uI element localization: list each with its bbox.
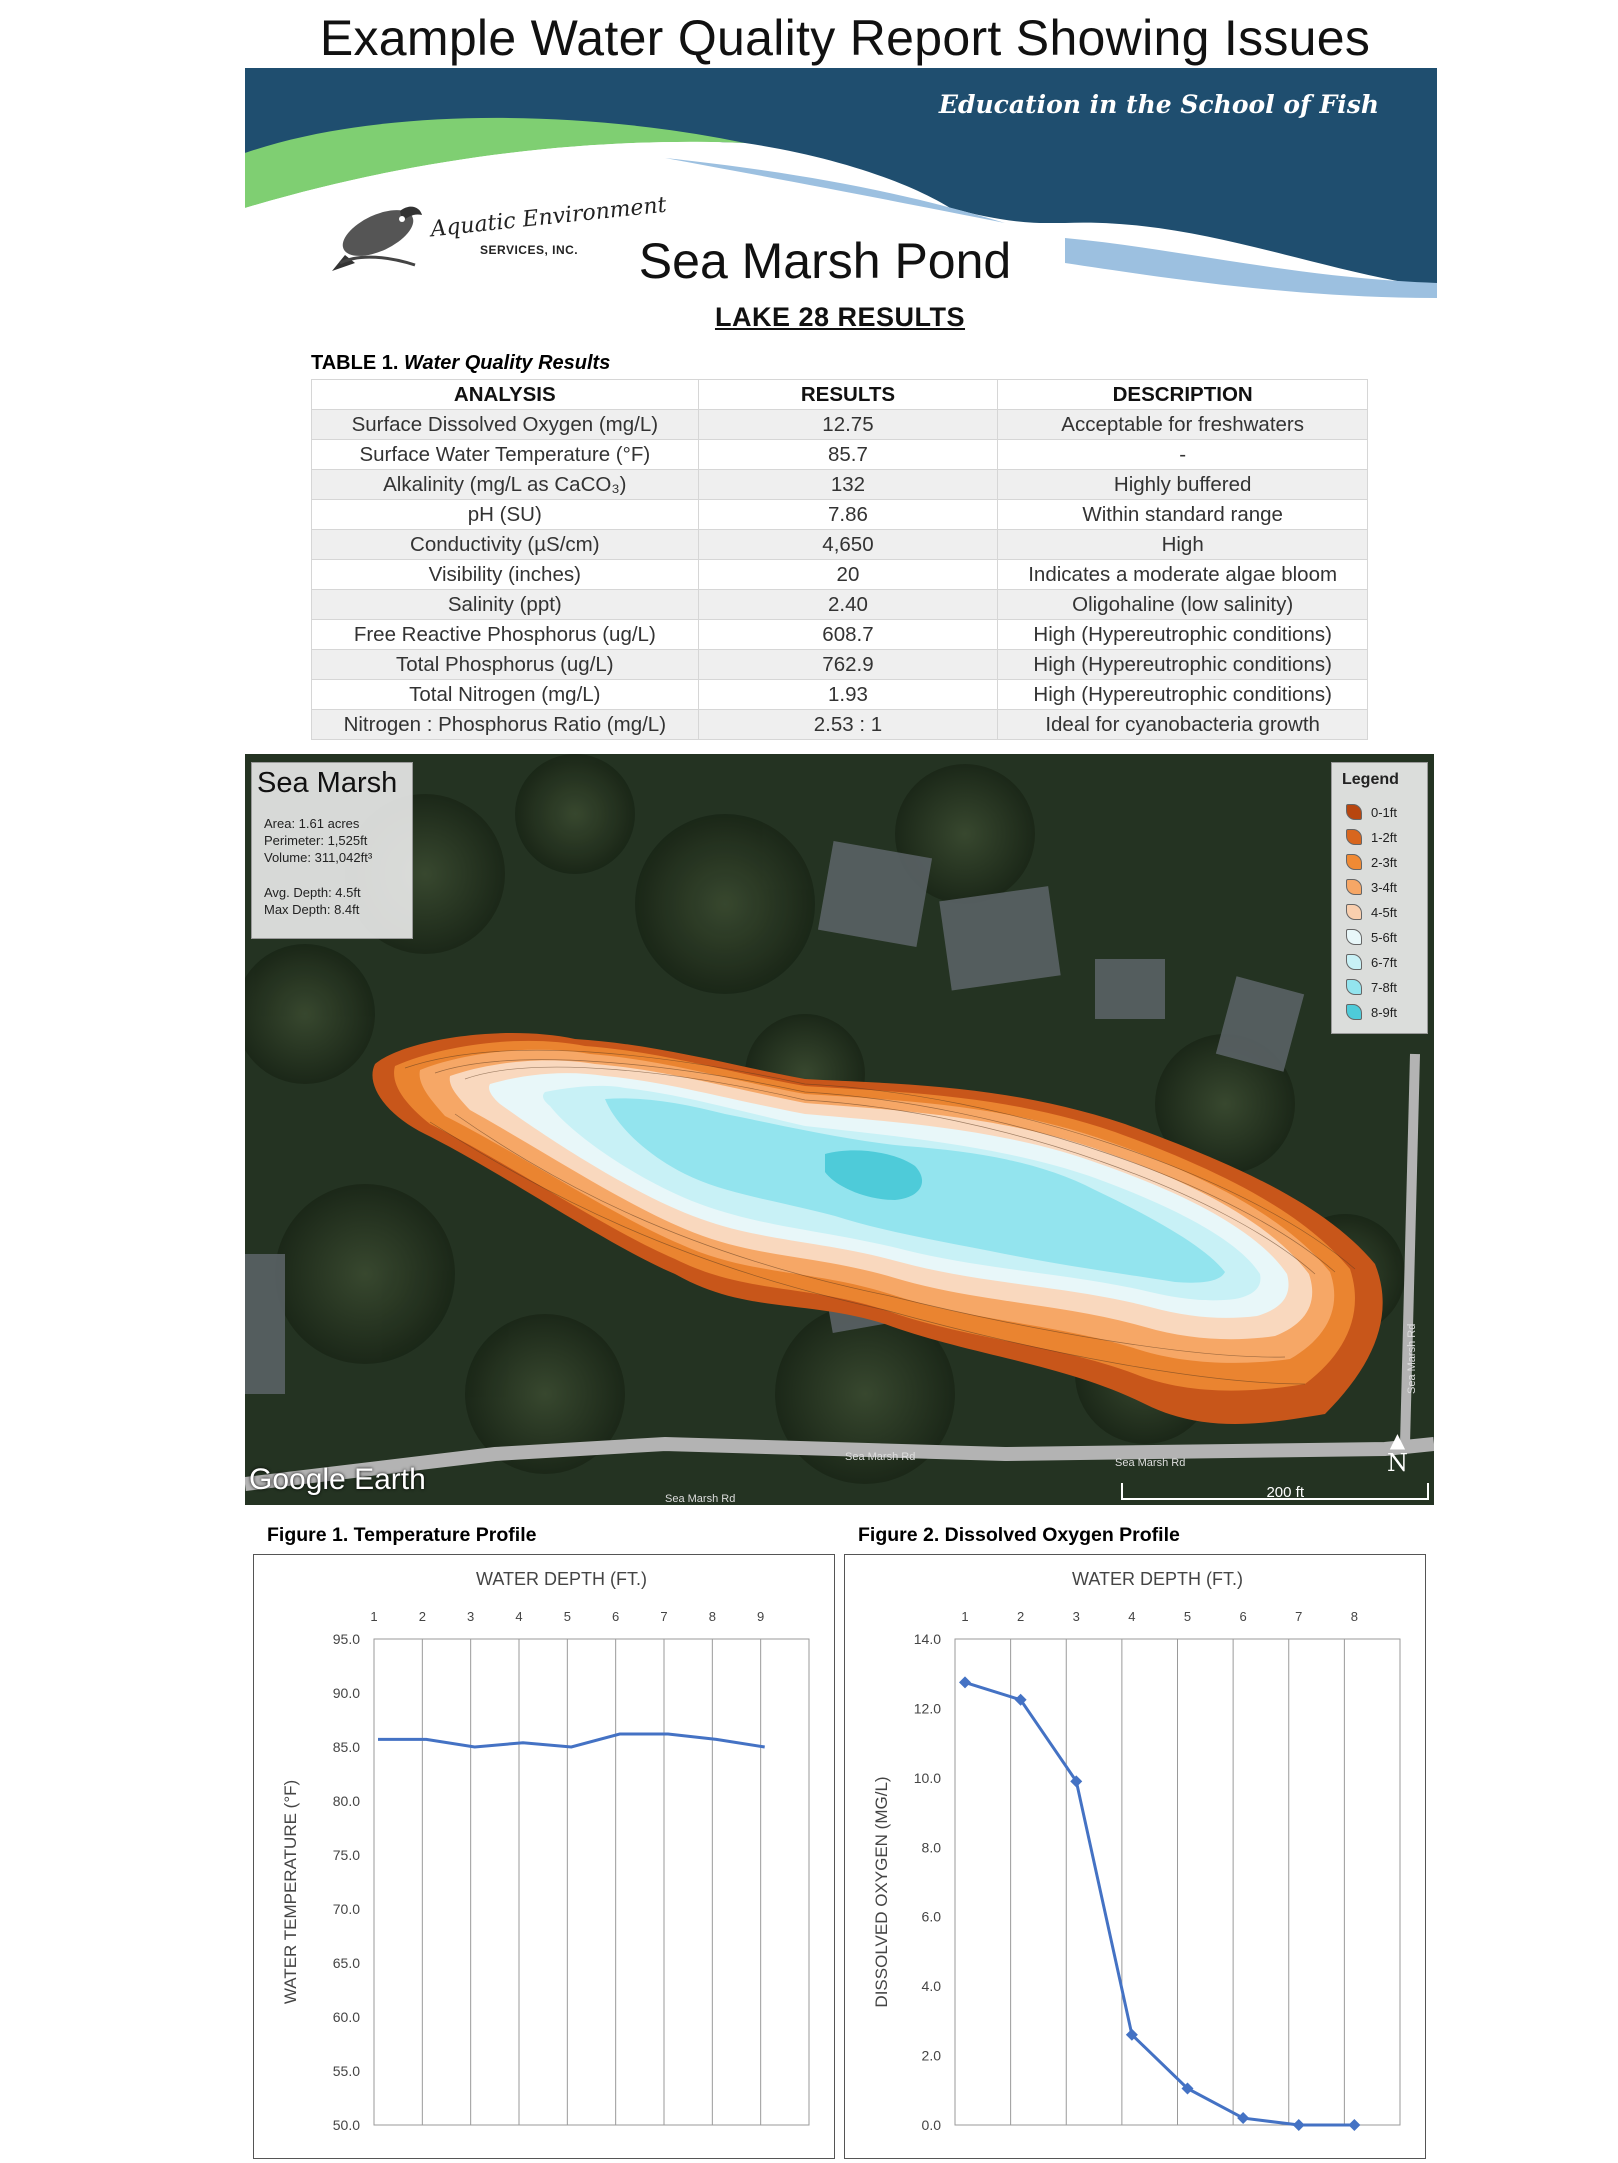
cell-analysis: Conductivity (µS/cm) bbox=[312, 530, 699, 560]
x-tick-label: 1 bbox=[961, 1609, 969, 1624]
x-axis-title: WATER DEPTH (FT.) bbox=[476, 1569, 647, 1589]
road-label-2: Sea Marsh Rd bbox=[845, 1451, 916, 1463]
y-tick-label: 14.0 bbox=[913, 1631, 941, 1647]
temperature-chart bbox=[253, 1554, 835, 2159]
x-tick-label: 2 bbox=[1017, 1609, 1025, 1624]
legend-label: 8-9ft bbox=[1371, 1004, 1398, 1020]
legend-item bbox=[1346, 976, 1397, 998]
legend-item bbox=[1346, 901, 1397, 923]
banner-tagline: Education in the School of Fish bbox=[938, 90, 1379, 119]
cell-result: 2.53 : 1 bbox=[698, 710, 998, 740]
logo-subtext: SERVICES, INC. bbox=[480, 243, 579, 257]
oxygen-chart bbox=[844, 1554, 1426, 2159]
aerial-image bbox=[245, 754, 1434, 1505]
legend-swatch bbox=[1346, 1004, 1362, 1020]
y-tick-label: 90.0 bbox=[332, 1685, 360, 1701]
legend-item bbox=[1346, 801, 1397, 823]
cell-result: 2.40 bbox=[698, 590, 998, 620]
y-tick-label: 95.0 bbox=[332, 1631, 360, 1647]
temperature-chart-svg bbox=[254, 1555, 834, 2158]
table-caption bbox=[311, 352, 610, 375]
logo-name: Aquatic Environment bbox=[429, 192, 668, 243]
x-tick-label: 9 bbox=[757, 1609, 765, 1624]
x-tick-label: 7 bbox=[1295, 1609, 1303, 1624]
x-tick-label: 3 bbox=[1072, 1609, 1080, 1624]
legend-item bbox=[1346, 951, 1397, 973]
plot-area bbox=[374, 1639, 809, 2125]
legend-label: 4-5ft bbox=[1371, 904, 1398, 920]
lake-results-heading: LAKE 28 RESULTS bbox=[714, 302, 966, 332]
legend-label: 3-4ft bbox=[1371, 879, 1398, 895]
x-tick-label: 5 bbox=[563, 1609, 571, 1624]
legend-swatch bbox=[1346, 904, 1362, 920]
cell-analysis: Visibility (inches) bbox=[312, 560, 699, 590]
map-volume: Volume: 311,042ft³ bbox=[264, 850, 373, 865]
cell-analysis: Total Phosphorus (ug/L) bbox=[312, 650, 699, 680]
cell-analysis: Surface Dissolved Oxygen (mg/L) bbox=[312, 410, 699, 440]
legend-item bbox=[1346, 851, 1397, 873]
north-arrow-icon: ▲ N bbox=[1387, 1428, 1408, 1477]
table-row bbox=[312, 410, 1368, 440]
cell-analysis: Salinity (ppt) bbox=[312, 590, 699, 620]
x-tick-label: 8 bbox=[708, 1609, 716, 1624]
cell-description: High bbox=[998, 530, 1368, 560]
x-tick-label: 3 bbox=[467, 1609, 475, 1624]
legend-label: 1-2ft bbox=[1371, 829, 1398, 845]
y-tick-label: 50.0 bbox=[332, 2117, 360, 2133]
data-point bbox=[1237, 2112, 1249, 2124]
y-tick-label: 70.0 bbox=[332, 1901, 360, 1917]
map-avg-depth: Avg. Depth: 4.5ft bbox=[264, 885, 361, 900]
y-tick-label: 75.0 bbox=[332, 1847, 360, 1863]
figure1-caption: Figure 1. Temperature Profile bbox=[267, 1524, 537, 1546]
x-axis-title: WATER DEPTH (FT.) bbox=[1072, 1569, 1243, 1589]
y-tick-label: 55.0 bbox=[332, 2063, 360, 2079]
cell-description: High (Hypereutrophic conditions) bbox=[998, 650, 1368, 680]
legend-label: 0-1ft bbox=[1371, 804, 1398, 820]
y-axis-title: WATER TEMPERATURE (°F) bbox=[281, 1779, 300, 2005]
table-row bbox=[312, 470, 1368, 500]
x-tick-label: 4 bbox=[515, 1609, 523, 1624]
cell-result: 85.7 bbox=[698, 440, 998, 470]
y-tick-label: 0.0 bbox=[921, 2117, 941, 2133]
road-label-3: Sea Marsh Rd bbox=[1115, 1457, 1186, 1469]
water-quality-table bbox=[311, 379, 1368, 740]
table-row bbox=[312, 500, 1368, 530]
table-row bbox=[312, 680, 1368, 710]
y-tick-label: 8.0 bbox=[921, 1839, 941, 1856]
legend-item bbox=[1346, 1001, 1397, 1023]
series-line bbox=[378, 1734, 765, 1747]
header-results: RESULTS bbox=[698, 380, 998, 410]
pond-title: Sea Marsh Pond bbox=[638, 233, 1012, 289]
map-area: Area: 1.61 acres bbox=[264, 816, 360, 831]
road-label-1: Sea Marsh Rd bbox=[665, 1493, 736, 1505]
legend-swatch bbox=[1346, 929, 1362, 945]
data-point bbox=[959, 1676, 971, 1688]
cell-description: - bbox=[998, 440, 1368, 470]
cell-result: 1.93 bbox=[698, 680, 998, 710]
cell-analysis: Free Reactive Phosphorus (ug/L) bbox=[312, 620, 699, 650]
google-earth-logo: Google Earth bbox=[249, 1463, 426, 1496]
cell-description: Highly buffered bbox=[998, 470, 1368, 500]
table-row bbox=[312, 650, 1368, 680]
cell-analysis: Surface Water Temperature (°F) bbox=[312, 440, 699, 470]
legend-swatch bbox=[1346, 879, 1362, 895]
legend-label: 6-7ft bbox=[1371, 954, 1398, 970]
legend-swatch bbox=[1346, 854, 1362, 870]
cell-analysis: Alkalinity (mg/L as CaCO₃) bbox=[312, 470, 699, 500]
legend-item bbox=[1346, 876, 1397, 898]
x-tick-label: 6 bbox=[612, 1609, 620, 1624]
y-tick-label: 10.0 bbox=[913, 1769, 941, 1786]
table-caption-prefix: TABLE 1. bbox=[311, 352, 399, 374]
x-tick-label: 5 bbox=[1183, 1609, 1192, 1624]
y-tick-label: 65.0 bbox=[332, 1955, 360, 1971]
table-row bbox=[312, 440, 1368, 470]
x-tick-label: 6 bbox=[1239, 1609, 1247, 1624]
legend-swatch bbox=[1346, 804, 1362, 820]
legend-label: 2-3ft bbox=[1371, 854, 1398, 870]
legend-title: Legend bbox=[1342, 771, 1399, 788]
document-title: Example Water Quality Report Showing Issues bbox=[319, 10, 1371, 66]
x-tick-label: 7 bbox=[660, 1609, 668, 1624]
cell-description: Acceptable for freshwaters bbox=[998, 410, 1368, 440]
legend-swatch bbox=[1346, 954, 1362, 970]
table-row bbox=[312, 560, 1368, 590]
cell-result: 20 bbox=[698, 560, 998, 590]
table-header-row bbox=[312, 380, 1368, 410]
series-line bbox=[965, 1682, 1354, 2125]
cell-result: 12.75 bbox=[698, 410, 998, 440]
bathymetry-map bbox=[245, 754, 1434, 1505]
legend-label: 7-8ft bbox=[1371, 979, 1398, 995]
cell-analysis: pH (SU) bbox=[312, 500, 699, 530]
y-tick-label: 85.0 bbox=[332, 1739, 360, 1755]
y-tick-label: 12.0 bbox=[913, 1700, 941, 1717]
data-point bbox=[1293, 2119, 1305, 2131]
header-analysis: ANALYSIS bbox=[312, 380, 699, 410]
legend-label: 5-6ft bbox=[1371, 929, 1398, 945]
x-tick-label: 8 bbox=[1350, 1609, 1358, 1624]
map-perimeter: Perimeter: 1,525ft bbox=[264, 833, 368, 848]
y-tick-label: 4.0 bbox=[921, 1978, 941, 1995]
cell-analysis: Total Nitrogen (mg/L) bbox=[312, 680, 699, 710]
table-row bbox=[312, 530, 1368, 560]
cell-description: High (Hypereutrophic conditions) bbox=[998, 680, 1368, 710]
y-tick-label: 80.0 bbox=[332, 1793, 360, 1809]
table-row bbox=[312, 590, 1368, 620]
cell-description: Oligohaline (low salinity) bbox=[998, 590, 1368, 620]
cell-analysis: Nitrogen : Phosphorus Ratio (mg/L) bbox=[312, 710, 699, 740]
legend-item bbox=[1346, 826, 1397, 848]
data-point bbox=[1348, 2119, 1360, 2131]
legend-swatch bbox=[1346, 829, 1362, 845]
table-row bbox=[312, 710, 1368, 740]
x-tick-label: 1 bbox=[370, 1609, 378, 1624]
map-title: Sea Marsh bbox=[257, 767, 398, 799]
oxygen-chart-svg bbox=[845, 1555, 1425, 2158]
x-tick-label: 2 bbox=[418, 1609, 426, 1624]
map-max-depth: Max Depth: 8.4ft bbox=[264, 902, 360, 917]
header-description: DESCRIPTION bbox=[998, 380, 1368, 410]
map-info-panel bbox=[251, 762, 413, 939]
legend-swatch bbox=[1346, 979, 1362, 995]
cell-result: 608.7 bbox=[698, 620, 998, 650]
cell-result: 132 bbox=[698, 470, 998, 500]
cell-description: Indicates a moderate algae bloom bbox=[998, 560, 1368, 590]
y-tick-label: 2.0 bbox=[921, 2047, 941, 2064]
map-legend bbox=[1331, 762, 1428, 1034]
north-label: N bbox=[1387, 1449, 1408, 1477]
cell-result: 7.86 bbox=[698, 500, 998, 530]
y-axis-title: DISSOLVED OXYGEN (MG/L) bbox=[872, 1776, 891, 2008]
cell-result: 762.9 bbox=[698, 650, 998, 680]
legend-item bbox=[1346, 926, 1397, 948]
cell-result: 4,650 bbox=[698, 530, 998, 560]
cell-description: Ideal for cyanobacteria growth bbox=[998, 710, 1368, 740]
scale-label: 200 ft bbox=[1266, 1484, 1304, 1501]
table-row bbox=[312, 620, 1368, 650]
cell-description: Within standard range bbox=[998, 500, 1368, 530]
cell-description: High (Hypereutrophic conditions) bbox=[998, 620, 1368, 650]
figure2-caption: Figure 2. Dissolved Oxygen Profile bbox=[858, 1524, 1180, 1546]
y-tick-label: 60.0 bbox=[332, 2009, 360, 2025]
y-tick-label: 6.0 bbox=[921, 1908, 941, 1925]
road-label-4: Sea Marsh Rd bbox=[1406, 1323, 1418, 1394]
table-caption-title: Water Quality Results bbox=[403, 352, 611, 374]
x-tick-label: 4 bbox=[1128, 1609, 1136, 1624]
